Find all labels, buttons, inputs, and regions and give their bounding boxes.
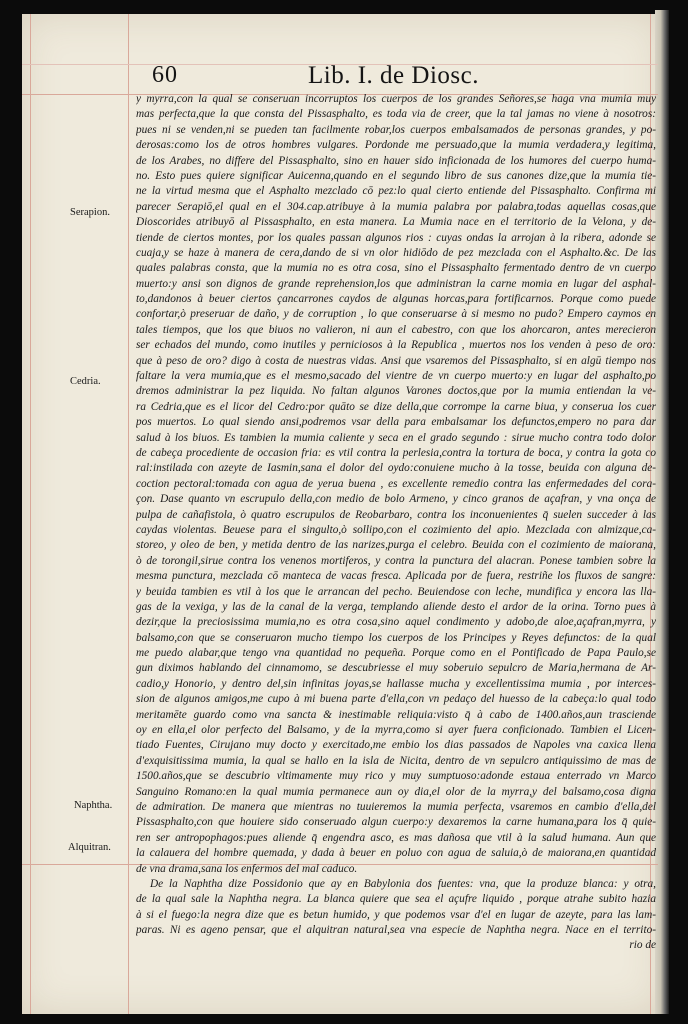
text-line: gun diximos hablando del cinnamomo, se descubriesse el muy soberuio sepulcro de Maria,hermana de Ar- bbox=[136, 662, 656, 675]
text-line: y beuida tambien es vtil à los que le arrancan del pecho. Beuiendose con leche, mundifica y encora las lla- bbox=[136, 585, 656, 598]
text-line: de la qual sale la Naphtha negra. La blanca quiere que sea el açufre liquido , porque atrahe subito hazia bbox=[136, 893, 656, 906]
text-line: oy en ella,el olor perfecto del Balsamo, y de la myrra,como si ayer fuera conficionado. Tambien el Licen- bbox=[136, 724, 656, 737]
text-line: à si el fuego:la negra dize que es betun humido, y que podemos vsar d'el en lugar de azeyte, para las lam- bbox=[136, 908, 656, 921]
text-line: ne la virtud mesma que el Asphalto mezclado cō pez:lo qual cierto entiende del Pissasphalto. Confirma mi bbox=[136, 185, 656, 198]
text-line: to,dandonos à beuer ciertos çancarrones caydos de algunas horcas,para fortificarnos. Porque como puede bbox=[136, 293, 656, 306]
text-line: que à peso de oro? digo à costa de nuestras vidas. Ansi que vsaremos del Pissasphalto, si en algū tiempo nos bbox=[136, 354, 656, 367]
text-line: pos muertos. Lo qual siendo ansi,podremos vsar della para embalsamar los defunctos,empero no para dar bbox=[136, 416, 656, 429]
text-line: mesma punctura, mezclada cō manteca de vacas fresca. Aplicada por de fuera, restriñe los fluxos de sangre: bbox=[136, 570, 656, 583]
text-line: quales palabras consta, que la mumia no es otra cosa, sino el Pissasphalto fermentado dentro de vn cuerpo bbox=[136, 262, 656, 275]
text-line: meritamēte guardo como vna sancta & inestimable reliquia:visto q̄ à cabo de 1400.años,aun trasciende bbox=[136, 708, 656, 721]
text-line: ren ser antropophagos:pues aliende q̄ engendra asco, es mas dañosa que vtil à la salud humana. Aun que bbox=[136, 831, 656, 844]
text-line: cuaja,y se haze à manera de cera,dando de si vn olor hidiōdo de pez mezclada con el Asphalto.&c. De las bbox=[136, 246, 656, 259]
text-line: Pissasphalto,con que houiere sido conseruado algun cuerpo:y dexaremos la carne humana,para los q̄ quie- bbox=[136, 816, 656, 829]
text-line: de cabeça procediente de occasion fria: es vtil contra la perlesia,contra la tortura de boca, y contra la gota co bbox=[136, 446, 656, 459]
margin-note-alquitran: Alquitran. bbox=[68, 842, 111, 853]
text-line: pulpa de cañafistola, ò quatro escrupulos de Reobarbaro, contra los inconuenientes q̄ suelen succeder à las bbox=[136, 508, 656, 521]
text-line: pues ni se venden,ni se pueden tan facilmente robar,los cuerpos embalsamados de personas grandes, y po- bbox=[136, 123, 656, 136]
margin-note-cedria: Cedria. bbox=[70, 376, 101, 387]
text-line: ser echados del mundo, como inutiles y perniciosos à la Republica , muertos nos los venden à peso de oro: bbox=[136, 339, 656, 352]
text-line: ral:instilada con azeyte de Iasmin,sana el dolor del oydo:conuiene mucho à la tosse, beuida con alguna de- bbox=[136, 462, 656, 475]
text-line: dremos administrar la pez liquida. No faltan algunos Varones doctos,que por la mumia entiendan la ve- bbox=[136, 385, 656, 398]
text-line: faltare la vera mumia,que es el mesmo,sacado del vientre de vn cuerpo muerto:y en lugar del asphalto,po bbox=[136, 370, 656, 383]
text-line: caydas violentas. Beuese para el singulto,ò sollipo,con el cozimiento del apio. Mezclada con almizque,ca- bbox=[136, 523, 656, 536]
text-line: ra Cedria,que es el licor del Cedro:por quāto se dize della,que corrompe la carne biua, y conserua los cuer bbox=[136, 400, 656, 413]
text-line: cadio,y Honorio, y dentro del,sin infinitas joyas,se hallasse mucha y excellentissima mumia , por interces- bbox=[136, 677, 656, 690]
text-line: la calauera del hombre quemada, y dada à beuer en poluo con agua de saluia,ò de maiorana,en quantidad bbox=[136, 847, 656, 860]
text-line: De la Naphtha dize Possidonio que ay en Babylonia dos fuentes: vna, que la produze blanca: y otra, bbox=[150, 877, 656, 890]
text-line: de admiration. De manera que mientras no tuuieremos la mumia perfecta, vsaremos en cambio d'ella,del bbox=[136, 800, 656, 813]
text-line: muerto:y ansi son dignos de grande reprehension,los que administran la carne momia en lugar del asphal- bbox=[136, 277, 656, 290]
text-line: d'exquisitissima mumia, la qual se hallo en la isla de Nicita, dentro de vn sepulcro antiquissimo de mas de bbox=[136, 754, 656, 767]
page-header bbox=[130, 62, 650, 92]
text-line: sion de algunos amigos,me cupo à mi buena parte d'ella,con vn pedaço del huesso de la cabeça:lo qual todo bbox=[136, 693, 656, 706]
text-line: 1500.años,que se descubrio vltimamente muy rico y muy sumptuoso:adonde estaua enterrado vn Marco bbox=[136, 770, 656, 783]
text-line: tales tiempos, que los que biuos no valieron, ni aun el cabestro, con que los ahorcaron, antes merecieron bbox=[136, 323, 656, 336]
text-line: parecer Serapiō,el qual en el 304.cap.atribuye à la mumia palabra por palabra,todas aquellas cosas,que bbox=[136, 200, 656, 213]
text-line: paras. Ni es ageno pensar, que el alquitran natural,sea vna especie de Naphtha negra. Nace en el territo- bbox=[136, 924, 656, 937]
text-line: confortar,ò preseruar de daño, y de corruption , lo que conseruarse à si mesmo no pudo? Empero caymos en bbox=[136, 308, 656, 321]
text-line: derosas:como los de otros hombres vulgares. Pordonde me persuado,que la mumia verdadera,y legitima, bbox=[136, 139, 656, 152]
text-line: ò de torongil,sirue contra los venenos mortiferos, y contra la punctura del alacran. Ponese tambien sobre la bbox=[136, 554, 656, 567]
text-line: mas perfecta,que la que consta del Pissasphalto, es toda via de creer, que la tal jamas no viene à nosotros: bbox=[136, 108, 656, 121]
catchword: rio de bbox=[629, 939, 656, 952]
running-title: Lib. I. de Diosc. bbox=[308, 62, 479, 89]
text-line: tiende de ciertos montes, por los quales passan algunos rios : cuyas ondas la arrojan à la ribera, adonde se bbox=[136, 231, 656, 244]
text-line: salud à los biuos. Es tambien la mumia caliente y seca en el grado segundo : sirue mucho contra todo dolor bbox=[136, 431, 656, 444]
margin-note-serapion: Serapion. bbox=[70, 207, 110, 218]
text-line: Sanguino Romano:en la qual mumia permanece aun oy dia,el olor de la myrra,y del balsamo,cosa digna bbox=[136, 785, 656, 798]
text-line: Dioscorides atribuyō al Pissasphalto, en esta manera. La Mumia nace en el territorio de la Velona, y de- bbox=[136, 216, 656, 229]
text-line: tiado Fuentes, Cirujano muy docto y exercitado,me embio los dias passados de Napoles vna caxica llena bbox=[136, 739, 656, 752]
text-line: balsamo,con que se conseruaron mucho tiempo los cuerpos de los Principes y Reyes defunctos: de la qual bbox=[136, 631, 656, 644]
text-line: storeo, y oleo de ben, y metida dentro de las narizes,purga el celebro. Beuida con el cozimiento de maiorana, bbox=[136, 539, 656, 552]
text-line: çon. Dase quanto vn escrupulo della,con medio de bolo Armeno, y cinco granos de açafran, y vna onça de bbox=[136, 493, 656, 506]
text-line: me puedo alabar,que tengo vna quantidad no pequeña. Porque como en el Pontificado de Papa Paulo,se bbox=[136, 647, 656, 660]
text-line: coction pectoral:tomada con agua de yerua buena , es excellente remedio contra las enfermedades del cora- bbox=[136, 477, 656, 490]
text-line: gas de la vexiga, y las de la canal de la verga, templando aliende desto el ardor de la orina. Torno pues à bbox=[136, 600, 656, 613]
text-line: de los Arabes, no differe del Pissasphalto, sino en hauer sido inficionada de los humores del cuerpo huma- bbox=[136, 154, 656, 167]
body-text bbox=[136, 92, 656, 954]
text-line: dezir,que la preciosissima mumia,no es otra cosa,sino aquel condimento y adobo,de aloe,açafran,myrra, y bbox=[136, 616, 656, 629]
text-line: no. Esto pues quiere significar Auicenna,quando en el segundo libro de sus canones dize,que la mumia tie- bbox=[136, 169, 656, 182]
text-line: de vna drama,sana los enfermos del mal caduco. bbox=[136, 862, 358, 875]
text-line: y myrra,con la qual se conseruan incorruptos los cuerpos de los grandes Señores,se haga vna mumia muy bbox=[136, 93, 656, 105]
margin-note-naphtha: Naphtha. bbox=[74, 800, 113, 811]
page-number: 60 bbox=[152, 62, 178, 88]
